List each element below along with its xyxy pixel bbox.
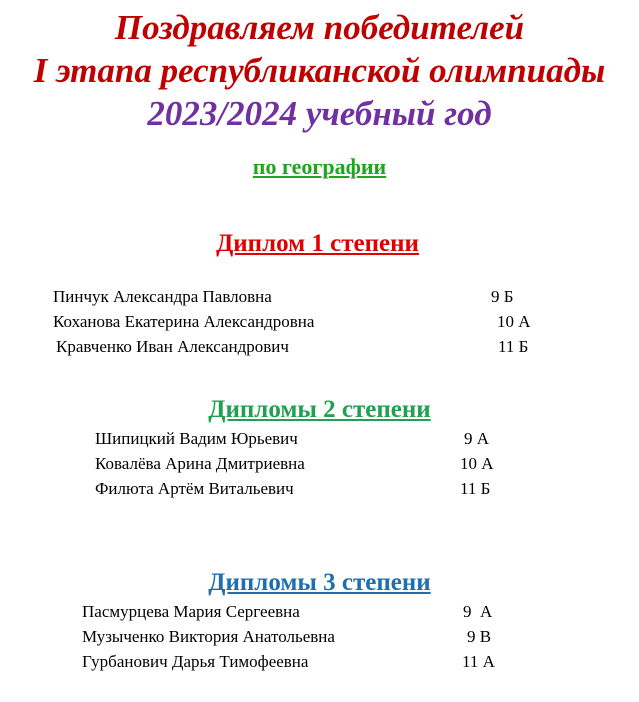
header-line-school-year: 2023/2024 учебный год: [147, 94, 492, 133]
winner-name: Коханова Екатерина Александровна: [53, 312, 315, 331]
winner-name: Пасмурцева Мария Сергеевна: [82, 602, 300, 621]
winner-class: 9 А: [464, 429, 490, 448]
winner-class: 9 В: [467, 627, 492, 646]
winner-name: Музыченко Виктория Анатольевна: [82, 627, 335, 646]
winner-class: 9 А: [463, 602, 493, 621]
winner-name: Гурбанович Дарья Тимофеевна: [82, 652, 309, 671]
winner-class: 11 Б: [460, 479, 491, 498]
section-title-diploma-3: Дипломы 3 степени: [208, 569, 431, 596]
winner-name: Шипицкий Вадим Юрьевич: [95, 429, 298, 448]
section-title-diploma-1: Диплом 1 степени: [216, 230, 419, 257]
section-title-diploma-2: Дипломы 2 степени: [208, 396, 431, 423]
winner-class: 11 А: [462, 652, 495, 671]
header-line-congratulations: Поздравляем победителей: [114, 8, 525, 47]
winner-name: Ковалёва Арина Дмитриевна: [95, 454, 305, 473]
winner-name: Кравченко Иван Александрович: [56, 337, 289, 356]
subject-title: по географии: [252, 154, 387, 179]
winner-class: 10 А: [497, 312, 531, 331]
winner-name: Филюта Артём Витальевич: [95, 479, 294, 498]
winner-class: 10 А: [460, 454, 494, 473]
winner-class: 11 Б: [498, 337, 529, 356]
header-line-olympiad-stage: I этапа республиканской олимпиады: [33, 51, 606, 90]
winner-class: 9 Б: [491, 287, 514, 306]
winner-name: Пинчук Александра Павловна: [53, 287, 272, 306]
